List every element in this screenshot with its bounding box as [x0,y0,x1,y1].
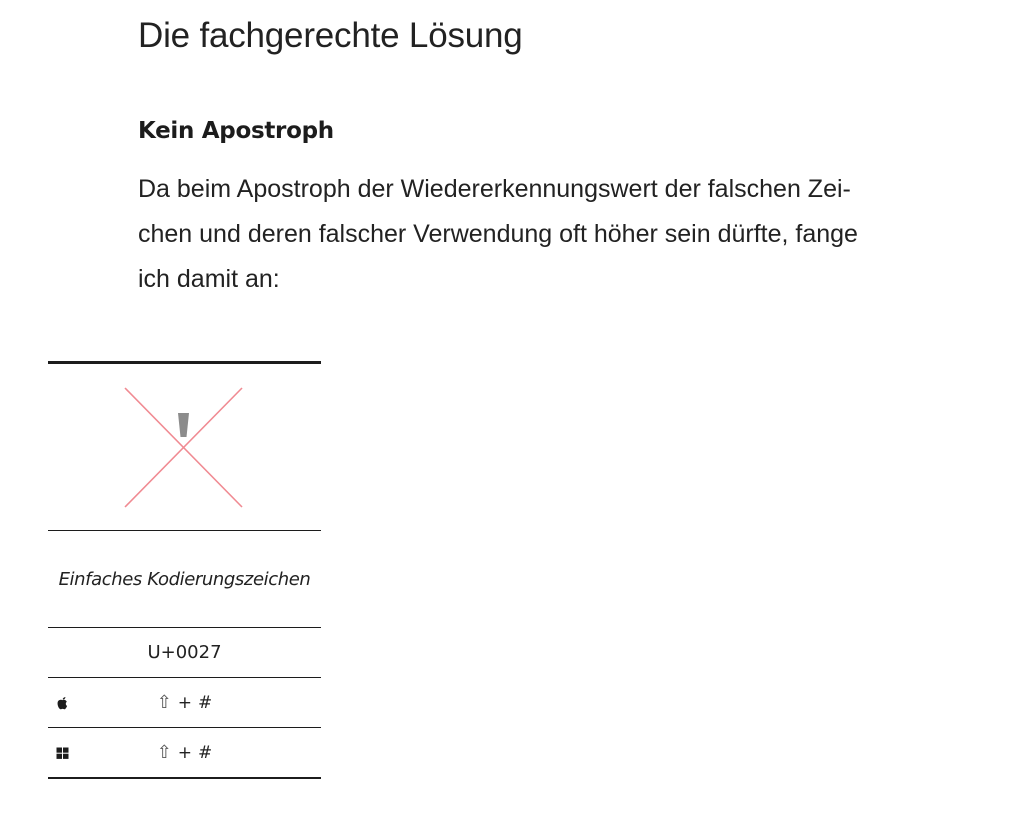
paragraph-line: Da beim Apostroph der Wiedererkennungswert der falschen Zei- [138,175,851,203]
shift-icon: ⇧ [156,742,172,763]
section-title: Die fachgerechte Lösung [138,16,523,55]
apple-icon [54,694,71,711]
body-paragraph [138,167,938,302]
codepoint-value: U+0027 [147,642,222,663]
windows-icon [54,744,71,761]
paragraph-line: chen und deren falscher Verwendung oft höher sein dürfte, fange [138,220,858,248]
subsection-title: Kein Apostroph [138,118,334,144]
shortcut-row-mac [48,678,321,728]
plus-sign: + [177,692,193,713]
glyph-card [48,361,321,779]
codepoint-row [48,628,321,678]
plus-sign: + [177,742,193,763]
hash-key: # [198,742,213,763]
apostrophe-glyph [178,413,189,437]
shortcut-keys [157,692,213,713]
shortcut-keys [157,742,213,763]
crossed-out-glyph [48,364,321,530]
paragraph-line: ich damit an: [138,265,280,293]
glyph-preview [48,361,321,531]
hash-key: # [198,692,213,713]
glyph-name: Einfaches Kodierungszeichen [48,531,321,628]
shortcut-row-windows [48,728,321,779]
shift-icon: ⇧ [156,692,172,713]
